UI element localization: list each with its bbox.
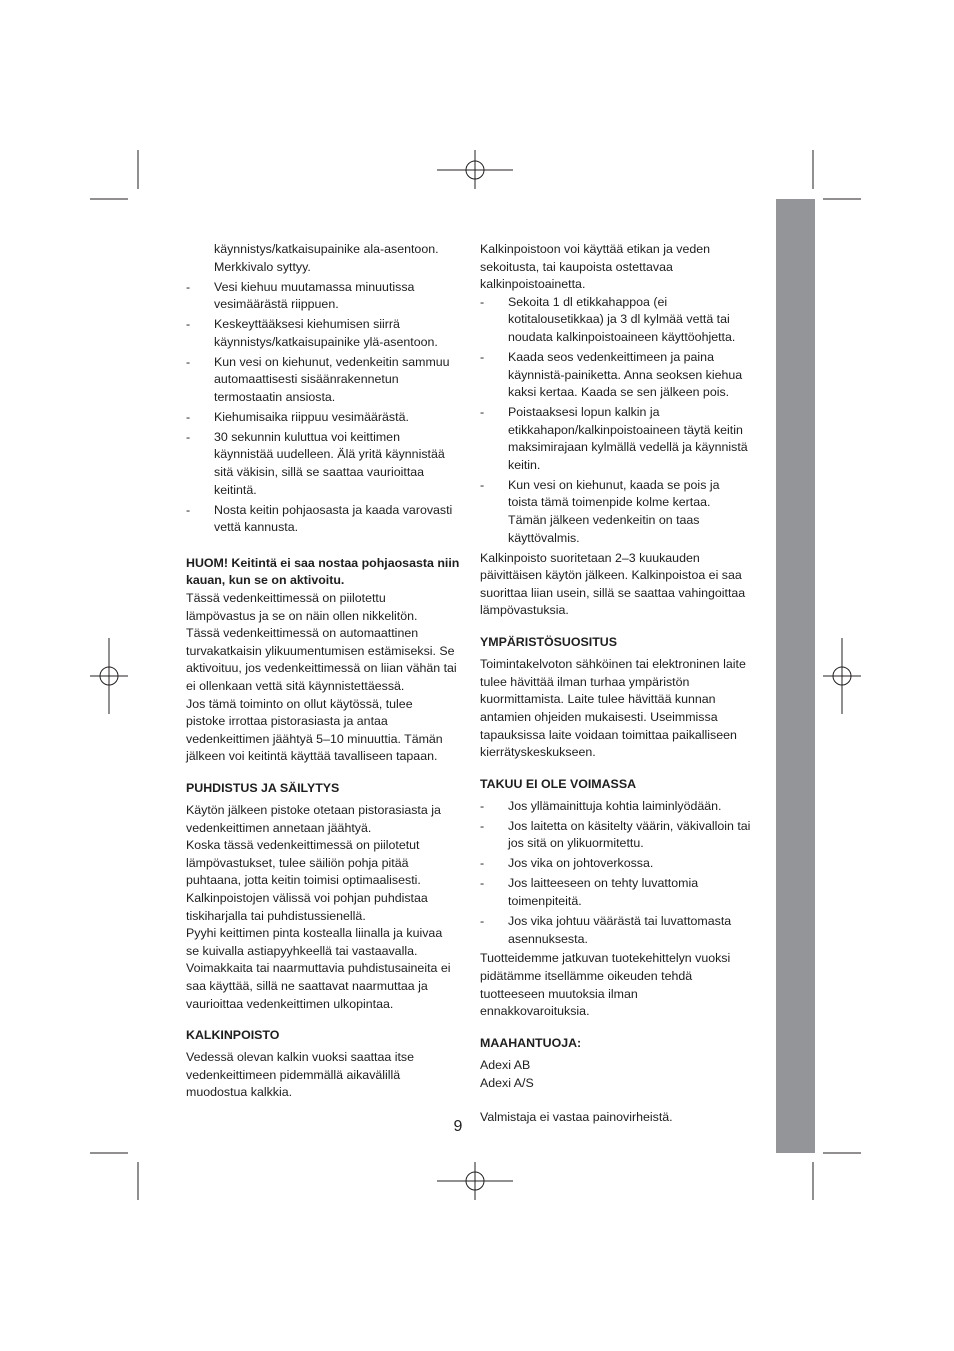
- text-line: toista tämä toimenpide kolme kertaa.: [508, 495, 711, 510]
- right-column: [480, 241, 760, 1127]
- product-development-note: [480, 950, 760, 1020]
- text-line: muodostua kalkkia.: [186, 1085, 293, 1100]
- text-line: Merkkivalo syttyy.: [214, 259, 311, 274]
- text-line: Jos tämä toiminto on ollut käytössä, tulee: [186, 696, 413, 711]
- text-line: Tässä vedenkeittimessä on piilotettu: [186, 591, 386, 606]
- text-line: vedenkeittimen annetaan jäähtyä.: [186, 820, 372, 835]
- dash-bullet: -: [480, 405, 485, 420]
- text-line: lämpövastuksia.: [480, 603, 569, 618]
- importer-name: Adexi A/S: [480, 1075, 534, 1090]
- text-line: suorittaa liian usein, sillä se saattaa vahingoittaa: [480, 585, 746, 600]
- list-item: [480, 477, 760, 547]
- text-line: kotitalousetikkaa) ja 3 dl kylmää vettä tai: [508, 312, 730, 327]
- text-line: jos sitä on ylikuormitettu.: [508, 836, 644, 851]
- text-line: vesimäärästä riippuen.: [214, 297, 339, 312]
- registration-mark-bottom: [437, 1162, 513, 1200]
- left-column: [186, 241, 464, 1102]
- text-line: antamien ohjeiden mukaisesti. Useimmissa: [480, 709, 718, 724]
- text-line: tuotteeseen muutoksia ilman: [480, 986, 638, 1001]
- text-line: käynnistys/katkaisupainike ala-asentoon.: [214, 242, 439, 256]
- text-line: Poistaaksesi lopun kalkin ja: [508, 405, 660, 420]
- text-line: Käytön jälkeen pistoke otetaan pistorasiasta ja: [186, 803, 441, 818]
- text-line: käyttövalmis.: [508, 530, 580, 545]
- text-line: päivittäisen käytön jälkeen. Kalkinpoistoa ei saa: [480, 568, 742, 583]
- text-line: Jos laitteeseen on tehty luvattomia: [508, 876, 699, 891]
- page-number: 9: [453, 1118, 463, 1135]
- text-line: ei ollenkaan vettä sitä käynnistettäessä.: [186, 679, 405, 693]
- list-item: [480, 913, 760, 948]
- text-line: Sekoita 1 dl etikkahappoa (ei: [508, 294, 668, 309]
- text-line: Tuotteidemme jatkuvan tuotekehittelyn vuoksi: [480, 951, 731, 966]
- text-line: etikkahapon/kalkinpoistoaineen täytä keitin: [508, 422, 743, 437]
- descaling-after: [480, 550, 760, 620]
- warning-note: [186, 555, 464, 590]
- text-line: sitä väkisin, sillä se saattaa vaurioittaa: [214, 465, 425, 480]
- text-line: aktivoituu, jos vedenkeittimessä on liian vähän tai: [186, 661, 457, 676]
- text-line: käynnistää uudelleen. Älä yritä käynnistää: [214, 447, 445, 462]
- text-line: Kaada seos vedenkeittimeen ja paina: [508, 349, 714, 364]
- text-line: tiskiharjalla tai puhdistussienellä.: [186, 908, 366, 923]
- text-line: Vedessä olevan kalkin vuoksi saattaa itse: [186, 1050, 414, 1065]
- text-line: kaksi kertaa. Kaada se sen jälkeen pois.: [508, 385, 730, 400]
- dash-bullet: -: [186, 279, 191, 294]
- text-line: Kun vesi on kiehunut, vedenkeitin sammuu: [214, 354, 450, 369]
- dash-bullet: -: [186, 317, 191, 332]
- section-heading-cleaning: PUHDISTUS JA SÄILYTYS: [186, 780, 340, 795]
- intro-continuation: [186, 241, 464, 276]
- dash-bullet: -: [480, 477, 485, 492]
- registration-mark-right: [823, 638, 861, 714]
- text-line: Koska tässä vedenkeittimessä on piilotetut: [186, 838, 420, 853]
- descaling-intro: [480, 241, 760, 294]
- text-line: Tässä vedenkeittimessä on automaattinen: [186, 626, 419, 641]
- section-heading-importer: MAAHANTUOJA:: [480, 1035, 582, 1050]
- text-line: turvakatkaisin ylikuumentumisen estämiseksi. Se: [186, 643, 455, 658]
- text-line: Toimintakelvoton sähköinen tai elektroninen laite: [480, 657, 746, 672]
- text-line: käynnistys/katkaisupainike ylä-asentoon.: [214, 334, 438, 349]
- environment-body: [480, 656, 760, 762]
- list-item: [186, 429, 464, 499]
- dash-bullet: -: [186, 409, 191, 424]
- text-line: jälkeen voi keitintä käyttää tavalliseen tapaan.: [186, 749, 438, 764]
- text-line: Jos vika johtuu väärästä tai luvattomasta: [508, 913, 732, 928]
- registration-mark-left: [90, 638, 128, 714]
- text-line: vedenkeittimen jäähtyä 5–10 minuuttia. Tämän: [186, 731, 443, 746]
- text-line: Keskeyttääksesi kiehumisen siirrä: [214, 317, 400, 332]
- text-line: Jos laitetta on käsitelty väärin, väkivalloin tai: [508, 818, 751, 833]
- text-line: maksimirajaan kylmällä vedellä ja käynnistä: [508, 440, 748, 455]
- text-line: puhtaana, jotta keitin toimisi optimaalisesti.: [186, 873, 421, 888]
- text-line: vettä kannusta.: [214, 520, 299, 535]
- text-line: kuormittamista. Laite tulee hävittää kunnan: [480, 692, 716, 707]
- text-line: lämpövastukset, tulee säiliön pohja pitää: [186, 855, 409, 870]
- text-line: Vesi kiehuu muutamassa minuutissa: [214, 279, 415, 294]
- dash-bullet: -: [186, 502, 191, 517]
- text-line: Voimakkaita tai naarmuttavia puhdistusaineita ei: [186, 961, 451, 976]
- text-line: vaurioittaa vedenkeittimen ulkopintaa.: [186, 996, 394, 1011]
- text-line: pidätämme itsellämme oikeuden tehdä: [480, 969, 693, 984]
- text-line: termostaatin ansiosta.: [214, 389, 336, 404]
- list-item: [186, 316, 464, 351]
- text-line: tapauksissa laite voidaan toimittaa paikalliseen: [480, 727, 737, 742]
- text-line: kierrätyskeskukseen.: [480, 745, 596, 760]
- list-item: [480, 798, 760, 816]
- registration-mark-top: [437, 150, 513, 189]
- text-line: 30 sekunnin kuluttua voi keittimen: [214, 429, 400, 444]
- text-line: Jos yllämainittuja kohtia laiminlyödään.: [508, 798, 722, 813]
- text-line: noudata kalkinpoistoaineen käyttöohjetta.: [508, 329, 736, 344]
- dash-bullet: -: [186, 354, 191, 369]
- text-line: Pyyhi keittimen pinta kostealla liinalla ja kuivaa: [186, 926, 443, 941]
- text-line: kalkinpoistoainetta.: [480, 277, 586, 292]
- section-heading-warranty: TAKUU EI OLE VOIMASSA: [480, 776, 637, 791]
- list-item: [186, 354, 464, 407]
- dash-bullet: -: [480, 798, 485, 813]
- dash-bullet: -: [480, 818, 485, 833]
- list-item: [480, 404, 760, 474]
- importer-name: Adexi AB: [480, 1057, 531, 1072]
- list-item: [186, 279, 464, 314]
- text-line: lämpövastus ja se on näin ollen nikkelitön.: [186, 608, 418, 623]
- section-heading-environment: YMPÄRISTÖSUOSITUS: [480, 635, 617, 650]
- section-heading-descaling: KALKINPOISTO: [186, 1028, 280, 1043]
- text-line: Kalkinpoistojen välissä voi pohjan puhdistaa: [186, 891, 428, 906]
- text-line: sekoitusta, tai kaupoista ostettavaa: [480, 259, 673, 274]
- text-line: toimenpiteitä.: [508, 893, 582, 908]
- dash-bullet: -: [480, 856, 485, 871]
- text-line: keitin.: [508, 457, 541, 472]
- text-line: Kun vesi on kiehunut, kaada se pois ja: [508, 477, 720, 492]
- dash-bullet: -: [480, 349, 485, 364]
- dash-bullet: -: [186, 429, 191, 444]
- text-line: saa käyttää, sillä ne saattavat naarmuttaa ja: [186, 979, 428, 993]
- dash-bullet: -: [480, 294, 485, 309]
- gray-side-tab: [776, 199, 815, 1153]
- list-item: [480, 294, 760, 347]
- descaling-body: [186, 1049, 464, 1102]
- text-line: pistoke irrottaa pistorasiasta ja antaa: [186, 714, 388, 729]
- text-line: Jos vika on johtoverkossa.: [508, 856, 654, 871]
- text-line: HUOM! Keitintä ei saa nostaa pohjaosasta niin: [186, 555, 460, 570]
- text-line: automaattisesti sisäänrakennetun: [214, 372, 399, 387]
- text-line: ennakkovaroituksia.: [480, 1004, 590, 1019]
- printing-disclaimer: Valmistaja ei vastaa painovirheistä.: [480, 1110, 673, 1125]
- text-line: Kalkinpoistoon voi käyttää etikan ja veden: [480, 242, 711, 256]
- text-line: keitintä.: [214, 482, 257, 497]
- list-item: [186, 502, 464, 537]
- text-line: kauan, kun se on aktivoitu.: [186, 573, 345, 588]
- text-line: se kuivalla astiapyyhkeellä tai vastaavalla.: [186, 943, 418, 958]
- list-item: [480, 875, 760, 910]
- dash-bullet: -: [480, 913, 485, 928]
- list-item: [480, 349, 760, 402]
- note-body: [186, 590, 464, 766]
- cleaning-body: [186, 802, 464, 1013]
- text-line: Nosta keitin pohjaosasta ja kaada varovasti: [214, 502, 453, 517]
- text-line: Tämän jälkeen vedenkeitin on taas: [508, 513, 700, 528]
- text-line: asennuksesta.: [508, 931, 588, 946]
- text-line: Kalkinpoisto suoritetaan 2–3 kuukauden: [480, 550, 700, 565]
- importer-list: [480, 1057, 760, 1092]
- text-line: tulee hävittää ilman turhaa ympäristön: [480, 674, 690, 689]
- text-line: Kiehumisaika riippuu vesimäärästä.: [214, 409, 409, 424]
- dash-bullet: -: [480, 876, 485, 891]
- list-item: [186, 409, 464, 427]
- text-line: vedenkeittimeen pidemmällä aikavälillä: [186, 1067, 401, 1082]
- text-line: käynnistä-painiketta. Anna seoksen kiehua: [508, 367, 743, 382]
- list-item: [480, 818, 760, 853]
- list-item: [480, 855, 760, 873]
